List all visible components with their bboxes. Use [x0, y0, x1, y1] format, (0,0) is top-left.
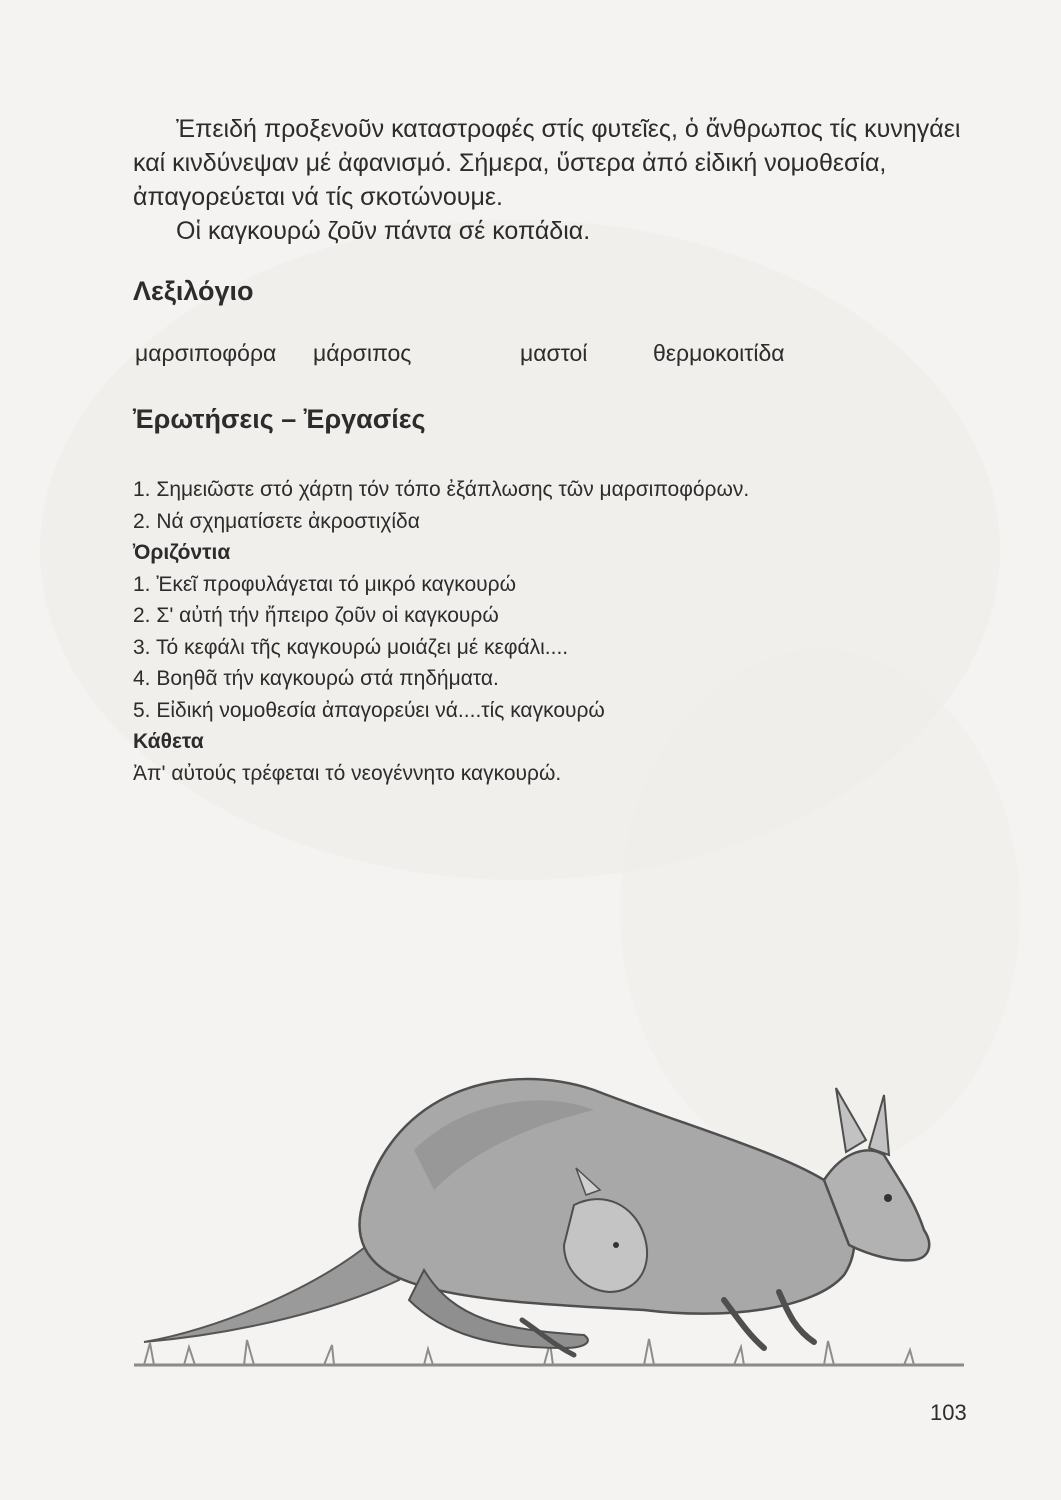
intro-paragraph-1: Ἐπειδή προξενοῦν καταστροφές στίς φυτεῖες, ὁ ἄνθρωπος τίς κυνηγάει καί κινδύνεψαν μέ ἀφανισμό. Σήμερα, ὕστερα ἀπό εἰδική νομοθεσία, ἀπαγορεύεται νά τίς σκοτώνουμε. — [133, 115, 961, 211]
vocabulary-heading: Λεξιλόγιο — [133, 276, 254, 306]
intro-paragraph-2: Οἱ καγκουρώ ζοῦν πάντα σέ κοπάδια. — [176, 217, 591, 245]
page-number: 103 — [930, 1400, 967, 1425]
vocabulary-list — [133, 340, 833, 374]
horizontal-clue: 5. Εἰδική νομοθεσία ἀπαγορεύει νά....τίς καγκουρώ — [133, 698, 605, 722]
kangaroo-illustration — [124, 1030, 974, 1390]
exercise-task: 2. Νά σχηματίσετε ἀκροστιχίδα — [133, 509, 420, 533]
vertical-clue: Ἀπ' αὐτούς τρέφεται τό νεογέννητο καγκουρώ. — [133, 761, 562, 785]
horizontal-clue: 4. Βοηθᾶ τήν καγκουρώ στά πηδήματα. — [133, 667, 499, 690]
vocabulary-word: θερμοκοιτίδα — [653, 340, 785, 366]
vocabulary-word: μαρσιποφόρα — [135, 340, 277, 366]
vocabulary-word: μάρσιπος — [313, 340, 412, 366]
exercise-task: 1. Σημειῶστε στό χάρτη τόν τόπο ἐξάπλωσης τῶν μαρσιποφόρων. — [133, 478, 750, 501]
horizontal-clue: 2. Σ' αὐτή τήν ἤπειρο ζοῦν οἱ καγκουρώ — [133, 604, 499, 627]
horizontal-heading: Ὀριζόντια — [133, 541, 231, 564]
exercises-heading: Ἐρωτήσεις – Ἐργασίες — [133, 404, 426, 434]
vertical-heading: Κάθετα — [133, 730, 204, 753]
horizontal-clue: 1. Ἐκεῖ προφυλάγεται τό μικρό καγκουρώ — [133, 572, 516, 596]
vocabulary-word: μαστοί — [520, 340, 588, 366]
intro-text — [133, 112, 973, 248]
exercises-list — [133, 474, 993, 789]
horizontal-clue: 3. Τό κεφάλι τῆς καγκουρώ μοιάζει μέ κεφάλι.... — [133, 635, 569, 659]
